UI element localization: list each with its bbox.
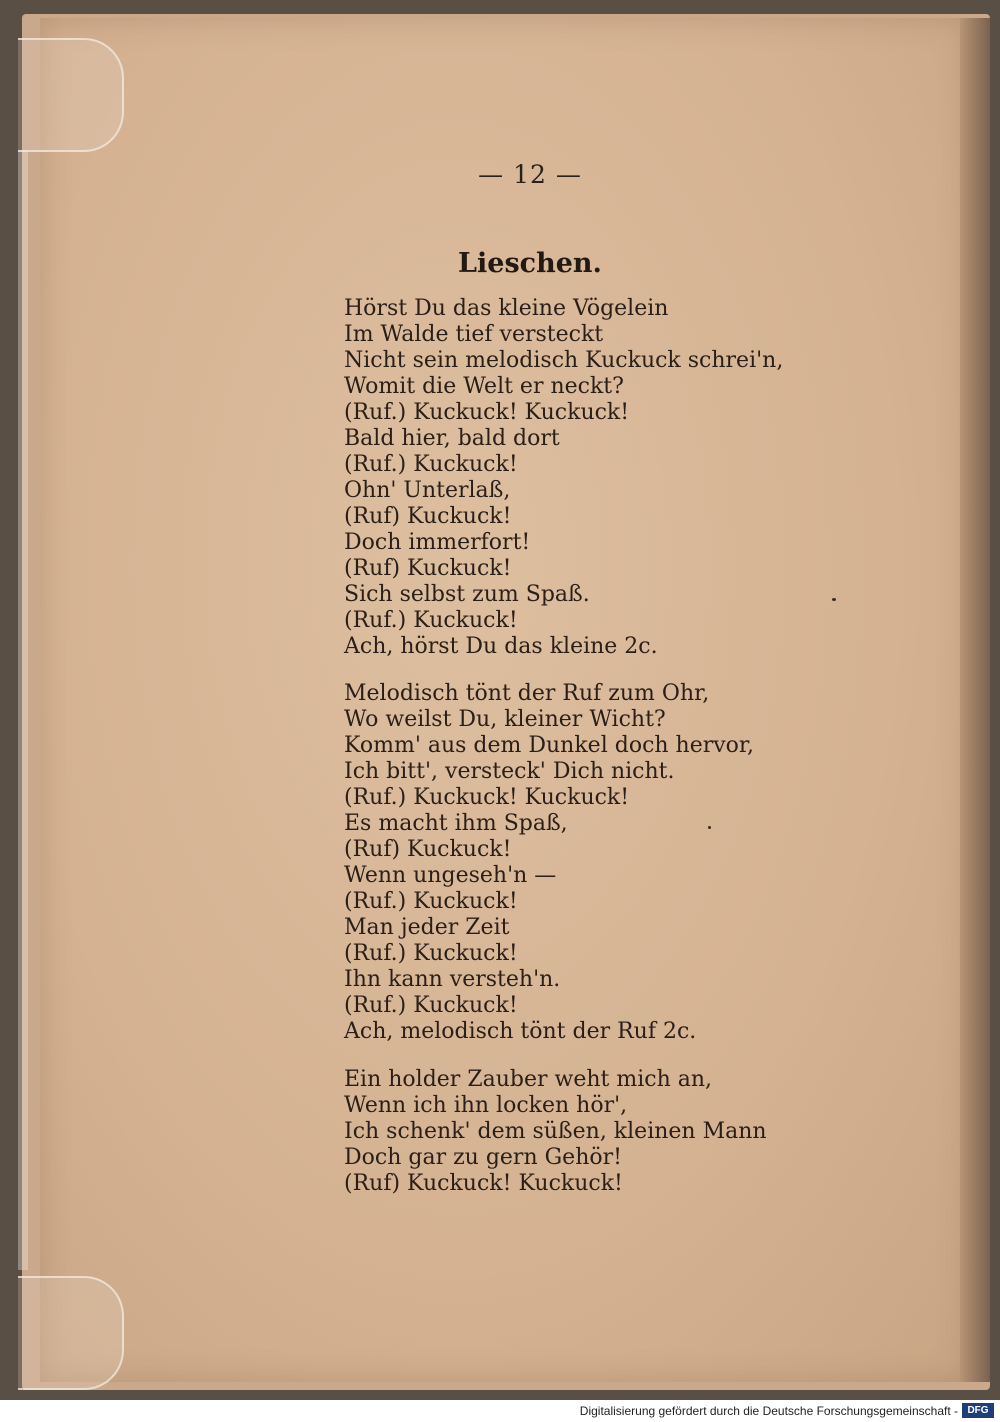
verse-line: Ich bitt', versteck' Dich nicht.: [344, 759, 675, 784]
verse-line: Nicht sein melodisch Kuckuck schrei'n,: [344, 348, 784, 373]
paper-speck: [832, 598, 836, 601]
verse-line: (Ruf) Kuckuck!: [344, 837, 512, 862]
stanza-1: [344, 296, 783, 660]
footer-credit: Digitalisierung gefördert durch die Deutsche Forschungsgemeinschaft -: [579, 1404, 958, 1418]
verse-line: Wo weilst Du, kleiner Wicht?: [344, 707, 666, 732]
verse-line: Bald hier, bald dort: [344, 426, 560, 451]
verse-line: Ach, hörst Du das kleine 2c.: [344, 634, 658, 659]
verse-line: Ein holder Zauber weht mich an,: [344, 1067, 713, 1092]
verse-line: Es macht ihm Spaß,: [344, 811, 568, 836]
verse-line: Ich schenk' dem süßen, kleinen Mann: [344, 1119, 767, 1144]
verse-line: Komm' aus dem Dunkel doch hervor,: [344, 733, 755, 758]
page-number: — 12 —: [478, 160, 582, 189]
plastic-clip-bottom: [18, 1276, 124, 1390]
verse-line: (Ruf.) Kuckuck! Kuckuck!: [344, 785, 630, 810]
verse-line: (Ruf.) Kuckuck!: [344, 452, 518, 477]
verse-line: Wenn ungeseh'n —: [344, 863, 557, 888]
verse-line: (Ruf.) Kuckuck! Kuckuck!: [344, 400, 630, 425]
verse-line: Ach, melodisch tönt der Ruf 2c.: [344, 1019, 697, 1044]
plastic-clip-top: [18, 38, 124, 152]
verse-line: Sich selbst zum Spaß.: [344, 582, 590, 607]
verse-line: Wenn ich ihn locken hör',: [344, 1093, 628, 1118]
verse-line: Ihn kann versteh'n.: [344, 967, 561, 992]
digitization-footer: [0, 1400, 1000, 1422]
verse-line: (Ruf) Kuckuck!: [344, 556, 512, 581]
verse-line: Hörst Du das kleine Vögelein: [344, 296, 669, 321]
verse-line: Melodisch tönt der Ruf zum Ohr,: [344, 681, 710, 706]
verse-line: Womit die Welt er neckt?: [344, 374, 624, 399]
paper-speck: [708, 826, 711, 829]
book-gutter: [960, 18, 990, 1382]
verse-line: Ohn' Unterlaß,: [344, 478, 511, 503]
verse-line: Doch gar zu gern Gehör!: [344, 1145, 622, 1170]
verse-line: (Ruf) Kuckuck!: [344, 504, 512, 529]
verse-line: (Ruf.) Kuckuck!: [344, 889, 518, 914]
verse-line: Man jeder Zeit: [344, 915, 510, 940]
stanza-3: [344, 1067, 767, 1197]
plastic-clip-strip: [18, 150, 28, 1270]
poem-title: Lieschen.: [458, 248, 602, 279]
verse-line: (Ruf.) Kuckuck!: [344, 608, 518, 633]
verse-line: Im Walde tief versteckt: [344, 322, 604, 347]
verse-line: (Ruf) Kuckuck! Kuckuck!: [344, 1171, 623, 1196]
verse-line: (Ruf.) Kuckuck!: [344, 993, 518, 1018]
dfg-logo: DFG: [962, 1403, 994, 1418]
stanza-2: [344, 681, 754, 1045]
verse-line: (Ruf.) Kuckuck!: [344, 941, 518, 966]
verse-line: Doch immerfort!: [344, 530, 531, 555]
